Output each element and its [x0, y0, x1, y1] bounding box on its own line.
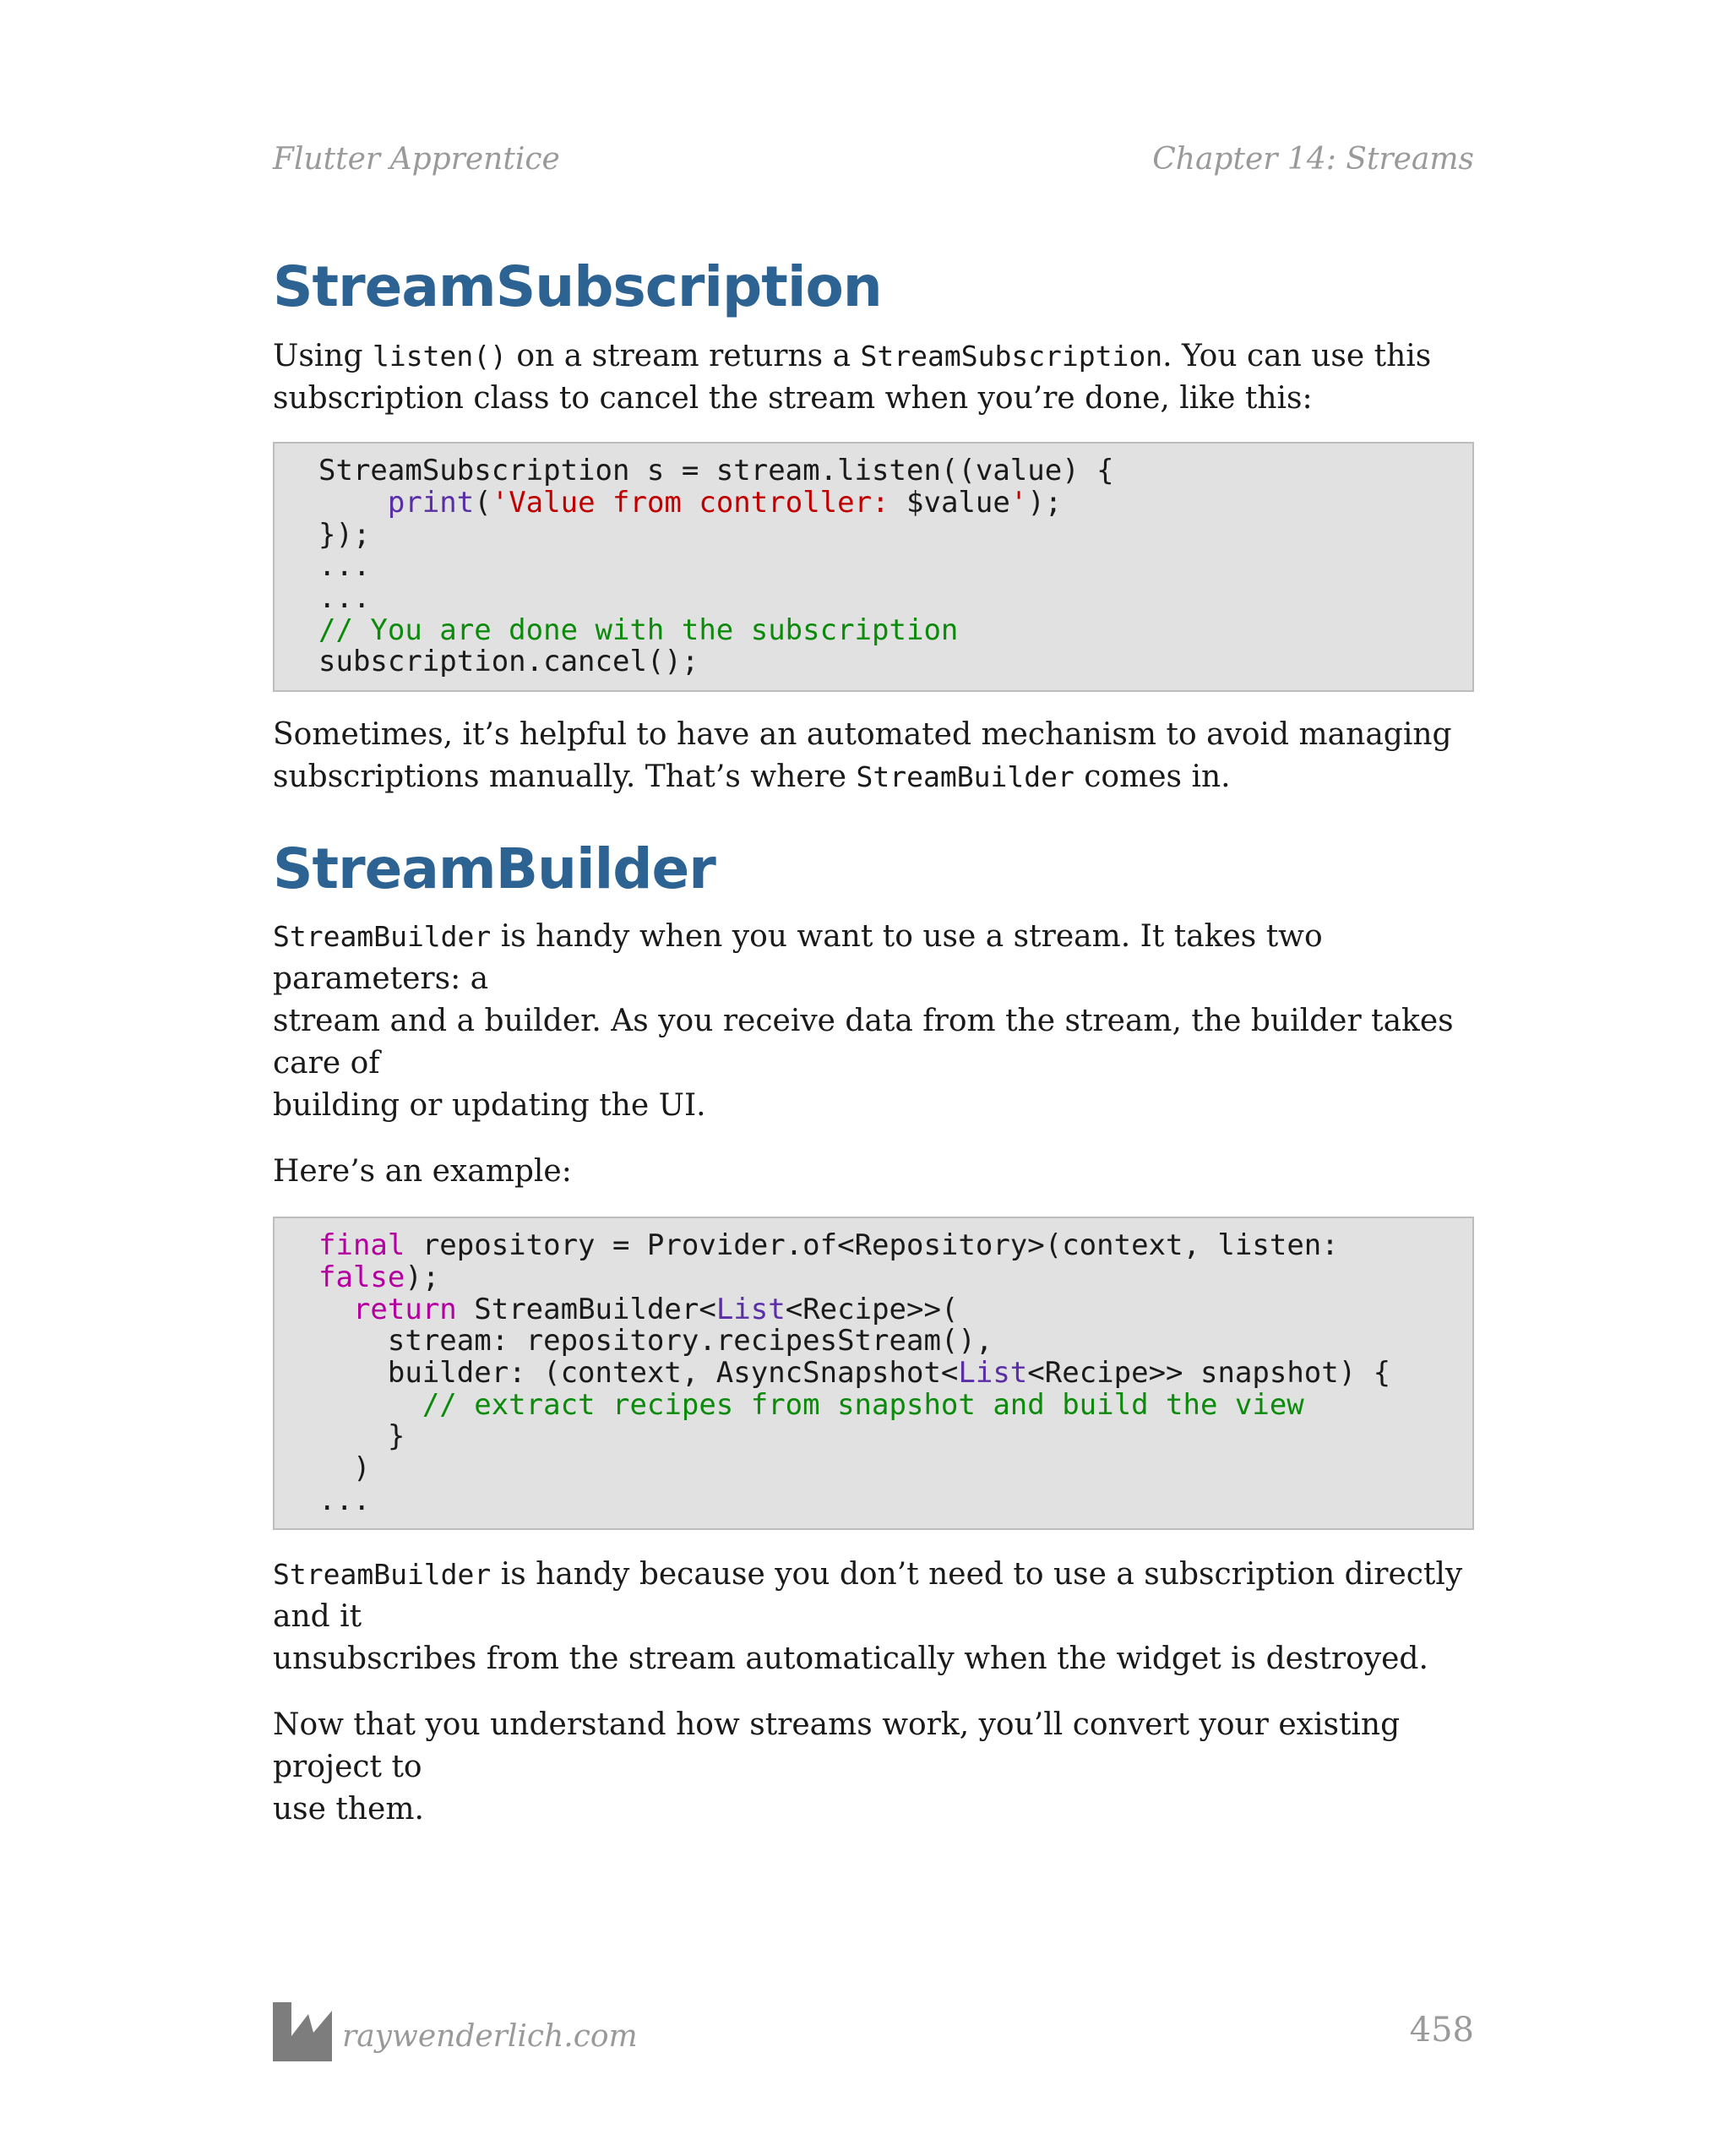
code-indent [318, 1293, 353, 1326]
code-comment: // You are done with the subscription [318, 612, 959, 647]
code-token: builder: (context, AsyncSnapshot< [318, 1355, 959, 1390]
code-line: ... [318, 1483, 371, 1517]
code-line [318, 487, 1472, 520]
text: is handy when you want to use a stream. It takes two parameters: a [273, 919, 1323, 997]
book-title: Flutter Apprentice [273, 142, 560, 177]
paragraph [273, 1704, 1474, 1831]
inline-code: StreamBuilder [273, 1558, 492, 1592]
text: . You can use this [1162, 339, 1432, 374]
text: is handy because you don’t need to use a subscription directly and it [273, 1557, 1463, 1635]
page-number: 458 [1409, 2011, 1474, 2050]
raywenderlich-logo-icon [273, 2002, 332, 2061]
text: Using [273, 339, 373, 374]
code-line [318, 1230, 1472, 1262]
text: on a stream returns a [506, 339, 861, 374]
section-heading-streamsubscription: StreamSubscription [273, 254, 882, 319]
code-line: ... [318, 549, 371, 584]
text: use them. [273, 1792, 424, 1827]
code-block-streambuilder [273, 1217, 1474, 1530]
code-line [318, 1355, 1472, 1390]
code-variable: $value [906, 485, 1010, 520]
site-link[interactable]: raywenderlich.com [342, 2019, 638, 2054]
text: building or updating the UI. [273, 1088, 706, 1124]
code-token: ); [1027, 485, 1063, 520]
code-keyword: return [352, 1292, 457, 1326]
code-token: repository = Provider.of<Repository>(context, listen: [405, 1228, 1339, 1263]
code-line: } [318, 1419, 405, 1454]
text: Sometimes, it’s helpful to have an automated mechanism to avoid managing [273, 717, 1452, 752]
text: subscription class to cancel the stream when you’re done, like this: [273, 381, 1313, 416]
running-header [273, 142, 1474, 184]
paragraph: Here’s an example: [273, 1154, 572, 1190]
page-footer [273, 1995, 1474, 2063]
code-line: ... [318, 580, 371, 615]
code-string: ' [1009, 485, 1028, 520]
inline-code: StreamBuilder [856, 760, 1074, 793]
text: Now that you understand how streams work, you’ll convert your existing project to [273, 1707, 1401, 1785]
code-token: StreamBuilder< [456, 1292, 716, 1326]
section-heading-streambuilder: StreamBuilder [273, 836, 715, 901]
code-string: 'Value from controller: [491, 485, 907, 520]
code-token: ( [474, 485, 492, 520]
text: comes in. [1074, 760, 1231, 794]
text: unsubscribes from the stream automatically when the widget is destroyed. [273, 1642, 1428, 1677]
paragraph [273, 335, 1474, 420]
paragraph [273, 714, 1474, 798]
code-line: }); [318, 517, 371, 552]
code-keyword: final [318, 1228, 405, 1263]
code-type: List [715, 1292, 786, 1326]
code-line: ) [318, 1451, 371, 1485]
chapter-title: Chapter 14: Streams [1152, 142, 1474, 177]
text: stream and a builder. As you receive data from the stream, the builder takes care of [273, 1004, 1454, 1081]
code-indent [318, 486, 388, 520]
code-line: subscription.cancel(); [318, 645, 699, 679]
code-line: StreamSubscription s = stream.listen((value) { [318, 454, 1114, 488]
inline-code: listen() [373, 340, 507, 373]
code-line: stream: repository.recipesStream(), [318, 1324, 993, 1358]
text: subscriptions manually. That’s where [273, 760, 857, 794]
code-line [318, 1294, 1472, 1326]
code-comment: // extract recipes from snapshot and build the view [318, 1387, 1304, 1422]
code-token: <Recipe>> snapshot) { [1027, 1355, 1391, 1390]
code-type: List [958, 1355, 1028, 1390]
code-block-subscription [273, 442, 1474, 692]
code-function: print [387, 485, 475, 520]
code-token: ); [405, 1260, 440, 1294]
inline-code: StreamBuilder [273, 920, 492, 954]
inline-code: StreamSubscription [860, 340, 1163, 373]
paragraph [273, 916, 1474, 1127]
paragraph [273, 1554, 1474, 1680]
page-content [273, 253, 1474, 1831]
code-line [318, 1262, 1472, 1294]
code-keyword: false [318, 1260, 405, 1294]
code-token: <Recipe>>( [785, 1292, 959, 1326]
